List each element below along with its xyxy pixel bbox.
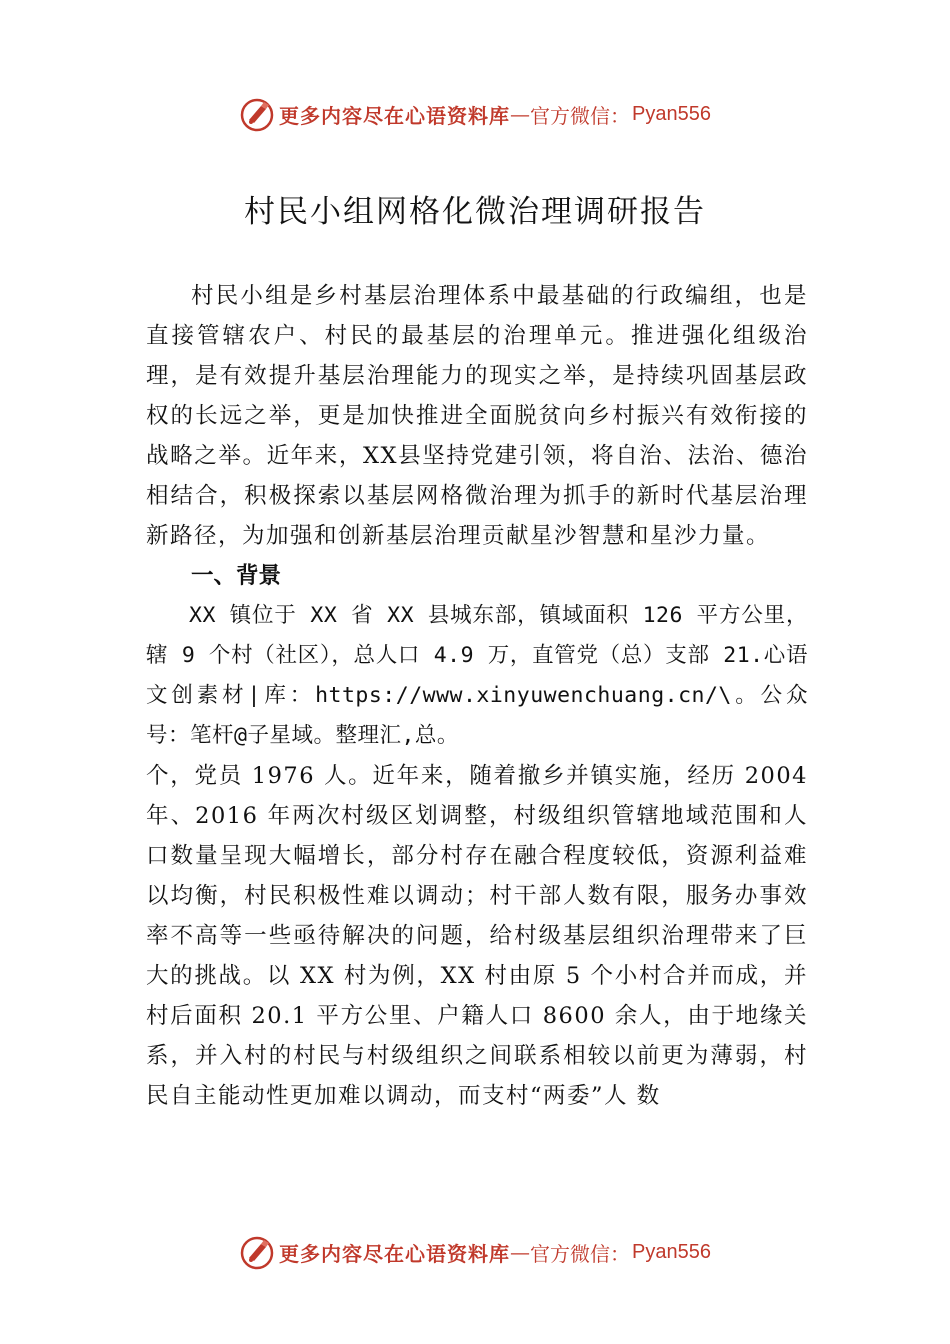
watermark-wechat-id: Pyan556: [632, 102, 711, 125]
watermark-wechat-id: Pyan556: [632, 1240, 711, 1263]
document-title: 村民小组网格化微治理调研报告: [244, 194, 706, 230]
intro-paragraph: 村民小组是乡村基层治理体系中最基础的行政编组，也是直接管辖农户、村民的最基层的治理单元。推进强化组级治理，是有效提升基层治理能力的现实之举，是持续巩固基层政权的长远之举，更是加快推进全面脱贫向乡村振兴有效衔接的战略之举。近年来，XX县坚持党建引领，将自治、法治、德治相结合，积极探索以基层网格微治理为抓手的新时代基层治理新路径，为加强和创新基层治理贡献星沙智慧和星沙力量。: [146, 283, 808, 549]
watermark-text: 更多内容尽在心语资料库: [279, 1241, 511, 1266]
watermark-banner-bottom: [0, 1232, 950, 1272]
watermark-dash: —: [510, 102, 531, 126]
pen-seal-logo-icon: [239, 1234, 275, 1270]
watermark-banner-top: [0, 94, 950, 134]
watermark-dash: —: [510, 1240, 531, 1264]
document-body: [146, 276, 808, 1116]
watermark-wechat-label: 官方微信：: [530, 103, 631, 128]
watermark-text: 更多内容尽在心语资料库: [279, 103, 511, 128]
section-paragraph-2: 个，党员 1976 人。近年来，随着撤乡并镇实施，经历 2004 年、2016 年两次村级区划调整，村级组织管辖地域范围和人口数量呈现大幅增长，部分村存在融合程度较低，资源利益难以均衡，村民积极性难以调动；村干部人数有限，服务办事效率不高等一些亟待解决的问题，给村级基层组织治理带来了巨大的挑战。以 XX 村为例，XX 村由原 5 个小村合并而成，并村后面积 20.1 平方公里、户籍人口 8600 余人，由于地缘关系，并入村的村民与村级组织之间联系相较以前更为薄弱，村民自主能动性更加难以调动，而支村“两委”人 数: [146, 763, 808, 1109]
section-heading: 一、背景: [191, 563, 282, 589]
section-paragraph-1: XX 镇位于 XX 省 XX 县城东部，镇域面积 126 平方公里，辖 9 个村（社区），总人口 4.9 万，直管党（总）支部 21.心语文创素材|库：https://www.xinyuwenchuang.cn/\。公众号：笔杆@子星域。整理汇,总。: [146, 603, 808, 748]
pen-seal-logo-icon: [239, 96, 275, 132]
watermark-wechat-label: 官方微信：: [530, 1241, 631, 1266]
